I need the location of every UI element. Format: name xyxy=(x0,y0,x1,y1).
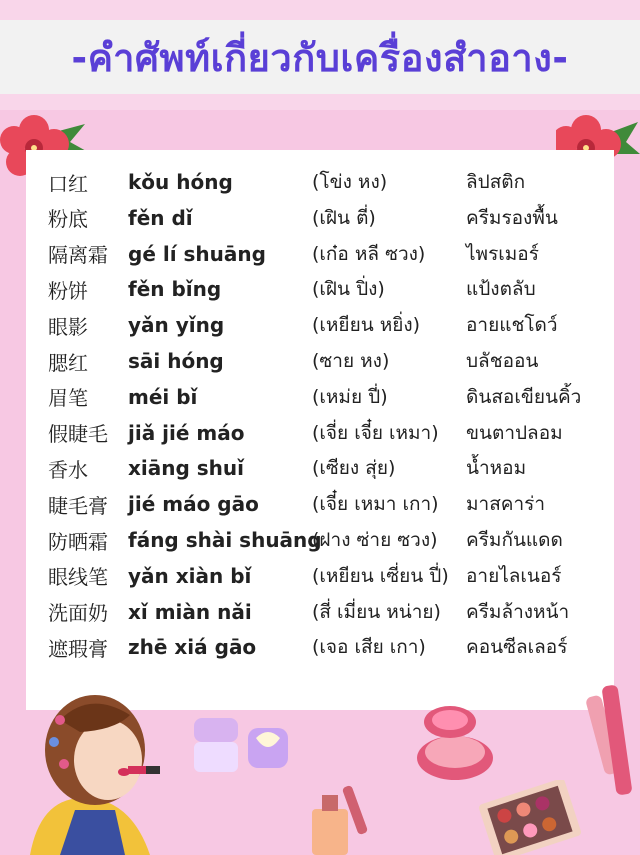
hanzi-word: 洗面奶 xyxy=(48,601,108,626)
vocab-row xyxy=(26,343,614,379)
pinyin-text: xǐ miàn nǎi xyxy=(128,599,252,624)
vocab-row xyxy=(26,271,614,307)
hanzi-word: 隔离霜 xyxy=(48,243,108,268)
girl-with-lipstick-illustration xyxy=(20,680,190,855)
vocab-row xyxy=(26,486,614,522)
hanzi-word: 粉饼 xyxy=(48,278,88,303)
vocab-row xyxy=(26,450,614,486)
vocab-row xyxy=(26,558,614,594)
thai-meaning: อายแชโดว์ xyxy=(466,314,558,337)
thai-reading: (เฝิน ปิ่ง) xyxy=(312,278,385,301)
thai-meaning: คอนซีลเลอร์ xyxy=(466,636,568,659)
compact-powder-icon xyxy=(410,700,500,785)
pinyin-text: sāi hóng xyxy=(128,349,224,373)
thai-meaning: ขนตาปลอม xyxy=(466,421,563,444)
vocab-card xyxy=(26,150,614,710)
cosmetics-jar-icon xyxy=(190,708,310,788)
thai-meaning: อายไลเนอร์ xyxy=(466,564,562,587)
thai-meaning: ครีมกันแดด xyxy=(466,529,563,551)
vocab-row xyxy=(26,629,614,665)
thai-meaning: มาสคาร่า xyxy=(466,493,546,516)
perfume-bottle-icon xyxy=(300,785,380,855)
vocab-row xyxy=(26,415,614,451)
thai-reading: (ซาย หง) xyxy=(312,350,390,372)
vocab-row xyxy=(26,236,614,272)
hanzi-word: 遮瑕膏 xyxy=(48,636,108,661)
pinyin-text: zhē xiá gāo xyxy=(128,635,257,660)
pinyin-text: yǎn xiàn bǐ xyxy=(128,563,252,588)
thai-reading: (โข่ง หง) xyxy=(312,171,388,193)
vocab-row xyxy=(26,379,614,415)
pinyin-text: fěn bǐng xyxy=(128,277,222,302)
hanzi-word: 粉底 xyxy=(48,207,88,232)
pinyin-text: jiǎ jié máo xyxy=(128,420,245,445)
thai-reading: (เก๋อ หลี ซวง) xyxy=(312,242,426,265)
hanzi-word: 睫毛膏 xyxy=(48,493,108,518)
pinyin-text: fáng shài shuāng xyxy=(128,528,322,552)
pinyin-text: méi bǐ xyxy=(128,384,198,409)
thai-reading: (เจอ เสีย เกา) xyxy=(312,636,426,659)
thai-meaning: ไพรเมอร์ xyxy=(466,242,539,265)
hanzi-word: 眼线笔 xyxy=(48,565,108,590)
thai-meaning: ครีมรองพื้น xyxy=(466,206,558,229)
thai-meaning: ลิปสติก xyxy=(466,171,526,193)
thai-reading: (เหม่ย ปี่) xyxy=(312,385,388,408)
thai-meaning: น้ำหอม xyxy=(466,457,527,480)
hanzi-word: 口红 xyxy=(48,171,88,196)
thai-reading: (เหยียน เซี่ยน ปี่) xyxy=(312,564,449,587)
eyeshadow-palette-icon xyxy=(475,780,585,855)
vocab-row xyxy=(26,164,614,200)
pinyin-text: yǎn yǐng xyxy=(128,313,225,338)
pinyin-text: kǒu hóng xyxy=(128,170,233,194)
thai-meaning: ครีมล้างหน้า xyxy=(466,600,570,623)
thai-reading: (เฝิน ตี่) xyxy=(312,206,376,229)
pinyin-text: xiāng shuǐ xyxy=(128,456,245,481)
hanzi-word: 假睫毛 xyxy=(48,422,108,447)
vocab-row xyxy=(26,200,614,236)
thai-reading: (เหยียน หยิ่ง) xyxy=(312,314,421,337)
hanzi-word: 香水 xyxy=(48,457,88,482)
thai-meaning: แป้งตลับ xyxy=(466,278,536,301)
hanzi-word: 防晒霜 xyxy=(48,529,108,554)
page-title: -คำศัพท์เกี่ยวกับเครื่องสำอาง- xyxy=(71,35,569,80)
thai-reading: (สี่ เมี่ยน หน่าย) xyxy=(312,600,441,623)
pinyin-text: jié máo gāo xyxy=(128,492,259,517)
hanzi-word: 眼影 xyxy=(48,314,88,339)
thai-reading: (เซียง สุ่ย) xyxy=(312,457,396,480)
hanzi-word: 腮红 xyxy=(48,350,88,375)
thai-reading: (ฝาง ซ่าย ซวง) xyxy=(312,529,438,551)
pinyin-text: gé lí shuāng xyxy=(128,241,266,266)
vocab-row xyxy=(26,522,614,558)
thai-meaning: ดินสอเขียนคิ้ว xyxy=(466,385,582,408)
thai-reading: (เจี๋ย เหมา เกา) xyxy=(312,493,439,516)
pinyin-text: fěn dǐ xyxy=(128,205,193,230)
thai-meaning: บลัชออน xyxy=(466,350,539,372)
thai-reading: (เจี่ย เจี๋ย เหมา) xyxy=(312,421,439,444)
vocab-row xyxy=(26,307,614,343)
vocab-row xyxy=(26,594,614,630)
hanzi-word: 眉笔 xyxy=(48,386,88,411)
title-bar xyxy=(0,20,640,94)
